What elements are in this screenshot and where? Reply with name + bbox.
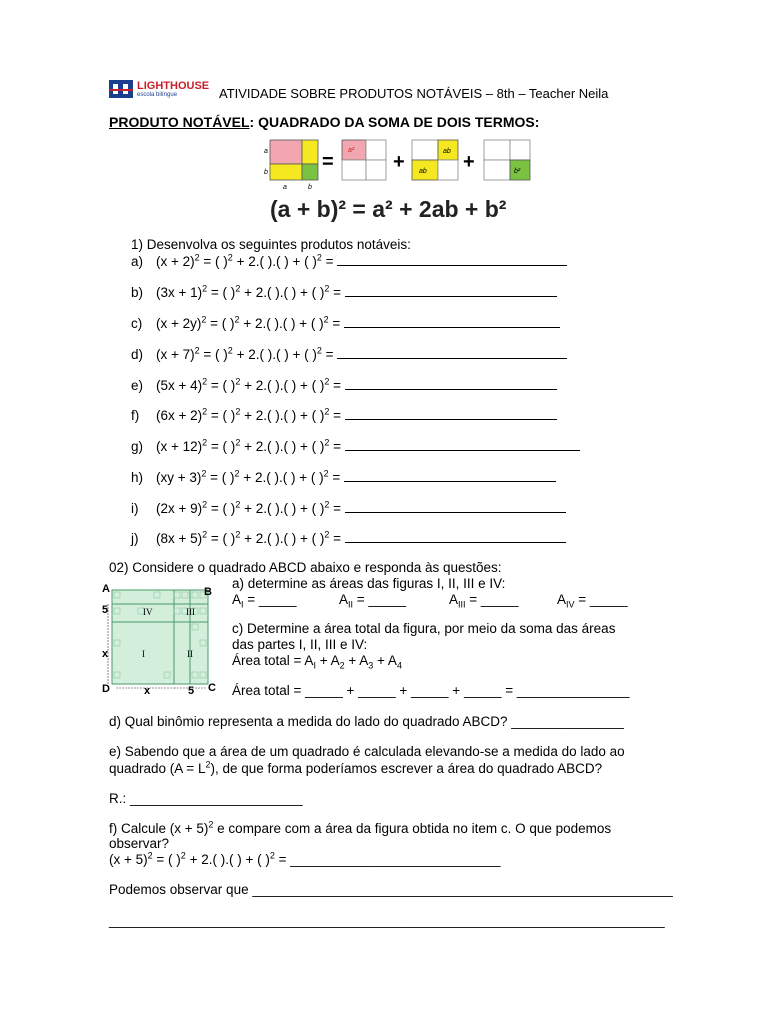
answer-line[interactable] — [345, 377, 557, 390]
exercise-item[interactable] — [131, 284, 557, 300]
equals: = — [329, 285, 345, 300]
exponent: 2 — [324, 283, 330, 294]
exponent: 2 — [194, 345, 200, 356]
blank-middle-term: + 2.( ).( ) + ( ) — [240, 285, 325, 300]
exponent: 2 — [201, 468, 207, 479]
school-logo — [109, 78, 210, 100]
blank-square: = ( ) — [207, 378, 236, 393]
big-square — [264, 140, 318, 191]
label-a-bottom: a — [283, 184, 287, 191]
exercise-item[interactable] — [131, 438, 580, 454]
question-2f-expression[interactable]: $(x + 5)^2$ = ( )$^2$ + 2.( ).( ) + ( )$^2$ = ____________________________ — [109, 850, 501, 867]
blank-square: = ( ) — [199, 254, 228, 269]
question-2-intro: 02) Considere o quadrado ABCD abaixo e responda às questões: — [109, 560, 502, 575]
exponent: 2 — [234, 468, 240, 479]
equals: = — [329, 531, 345, 546]
answer-line[interactable] — [344, 469, 556, 482]
blank-square: = ( ) — [207, 501, 236, 516]
exponent: 2 — [202, 499, 208, 510]
blank-middle-term: + 2.( ).( ) + ( ) — [239, 316, 324, 331]
exponent: 2 — [201, 314, 207, 325]
total-area-answer[interactable]: Área total = _____ + _____ + _____ + _____ = _______________ — [232, 683, 630, 698]
region-ii: II — [187, 649, 193, 659]
exercise-label: f) — [131, 408, 140, 423]
equals: = — [328, 470, 344, 485]
answer-r[interactable]: R.: _______________________ — [109, 791, 303, 806]
area-answer-i[interactable]: $A_I$ = _____ — [232, 592, 297, 610]
exponent: 2 — [202, 437, 208, 448]
logo-text: LIGHTHOUSE — [137, 80, 210, 92]
label-ab-top: ab — [443, 148, 451, 155]
exercise-label: h) — [131, 470, 144, 485]
observation-line[interactable]: Podemos observar que ________________________________________________________ — [109, 882, 673, 897]
exercise-label: e) — [131, 378, 144, 393]
equals-sign: = — [322, 151, 334, 173]
exercise-label: d) — [131, 347, 144, 362]
exercise-expression: (6x + 2) — [156, 408, 203, 423]
dim-x-left: x — [102, 648, 109, 660]
label-a-left: a — [264, 148, 268, 155]
exercise-expression: (8x + 5) — [156, 531, 203, 546]
answer-line[interactable] — [345, 407, 557, 420]
exercise-expression: (xy + 3) — [156, 470, 202, 485]
identity-formula: (a + b)² = a² + 2ab + b² — [270, 196, 507, 222]
exponent: 2 — [323, 314, 329, 325]
vertex-a: A — [102, 583, 110, 595]
exercise-expression: (2x + 9) — [156, 501, 203, 516]
exponent: 2 — [202, 406, 208, 417]
heading-underlined: PRODUTO NOTÁVEL — [109, 114, 250, 130]
blank-middle-term: + 2.( ).( ) + ( ) — [240, 408, 325, 423]
answer-line[interactable] — [345, 438, 580, 451]
observation-continuation[interactable]: __________________________________________________________________________ — [109, 913, 665, 928]
exponent: 2 — [324, 376, 330, 387]
exercise-label: g) — [131, 439, 144, 454]
blank-square: = ( ) — [207, 531, 236, 546]
exponent: 2 — [194, 252, 200, 263]
blank-square: = ( ) — [199, 347, 228, 362]
plus-sign-2: + — [463, 151, 475, 173]
exponent: 2 — [324, 499, 330, 510]
exponent: 2 — [324, 529, 330, 540]
exercise-item[interactable] — [131, 377, 557, 393]
question-2e-line1: e) Sabendo que a área de um quadrado é calculada elevando-se a medida do lado ao — [109, 744, 625, 759]
equals: = — [321, 254, 338, 269]
vertex-b: B — [204, 586, 212, 598]
blank-middle-term: + 2.( ).( ) + ( ) — [240, 378, 325, 393]
blank-square: = ( ) — [206, 470, 235, 485]
label-b-left: b — [264, 169, 268, 176]
exercise-item[interactable] — [131, 530, 566, 546]
exponent: 2 — [324, 406, 330, 417]
blank-middle-term: + 2.( ).( ) + ( ) — [240, 531, 325, 546]
exponent: 2 — [202, 529, 208, 540]
equals: = — [329, 439, 345, 454]
exercise-item[interactable] — [131, 500, 566, 516]
blank-square: = ( ) — [207, 408, 236, 423]
question-2f-line2: observar? — [109, 836, 170, 851]
label-b2: b² — [514, 168, 521, 175]
exercise-expression: (x + 2) — [156, 254, 195, 269]
square-sum-diagram — [260, 136, 540, 192]
question-2a-text: a) determine as áreas das figuras I, II, III e IV: — [232, 576, 506, 591]
exercise-label: j) — [131, 531, 139, 546]
question-2f-line1: f) Calcule $(x + 5)^2$ e compare com a área da figura obtida no item c. O que podemos — [109, 819, 612, 836]
question-2c-line1: c) Determine a área total da figura, por meio da soma das áreas — [232, 621, 616, 636]
two-ab-square — [412, 140, 458, 180]
plus-sign-1: + — [393, 151, 405, 173]
question-2d[interactable]: d) Qual binômio representa a medida do lado do quadrado ABCD? _______________ — [109, 714, 624, 729]
equals: = — [329, 408, 345, 423]
label-b-bottom: b — [308, 184, 312, 191]
region-iv: IV — [143, 607, 153, 617]
area-answer-iii[interactable]: $A_{III}$ = _____ — [449, 592, 519, 610]
exercise-item[interactable] — [131, 315, 560, 331]
question-2e-line2: quadrado $(A = L^2)$, de que forma poderíamos escrever a área do quadrado ABCD? — [109, 759, 603, 776]
exponent: 2 — [235, 499, 241, 510]
exercise-label: b) — [131, 285, 144, 300]
answer-line[interactable] — [344, 315, 560, 328]
exponent: 2 — [324, 437, 330, 448]
total-area-formula: Área total = $A_I + A_2 + A_3 + A_4$ — [232, 653, 402, 671]
page-header-title: ATIVIDADE SOBRE PRODUTOS NOTÁVEIS – 8th – Teacher Neila — [219, 86, 609, 101]
exponent: 2 — [235, 406, 241, 417]
blank-square: = ( ) — [207, 439, 236, 454]
exercise-expression: (x + 7) — [156, 347, 195, 362]
vertex-c: C — [208, 682, 216, 694]
exponent: 2 — [202, 283, 208, 294]
exponent: 2 — [316, 252, 322, 263]
heading-rest: : QUADRADO DA SOMA DE DOIS TERMOS: — [249, 114, 540, 130]
answer-line[interactable] — [345, 530, 566, 543]
exercise-item[interactable] — [131, 407, 557, 423]
b-squared-square — [484, 140, 530, 180]
answer-line[interactable] — [337, 253, 567, 266]
dim-five-left: 5 — [102, 604, 109, 616]
equals: = — [329, 501, 345, 516]
exponent: 2 — [227, 345, 233, 356]
equals: = — [328, 316, 344, 331]
exponent: 2 — [235, 283, 241, 294]
exponent: 2 — [235, 376, 241, 387]
a-squared-square — [342, 140, 386, 180]
exercise-label: c) — [131, 316, 143, 331]
section-heading — [109, 114, 539, 130]
exercise-item[interactable] — [131, 253, 567, 269]
blank-square: = ( ) — [206, 316, 235, 331]
square-abcd-figure — [98, 580, 226, 696]
equals: = — [321, 347, 338, 362]
vertex-d: D — [102, 683, 110, 695]
label-ab-bottom: ab — [419, 168, 427, 175]
blank-middle-term: + 2.( ).( ) + ( ) — [232, 254, 317, 269]
dim-x-bottom: x — [144, 685, 151, 696]
logo-subtext: escola bilíngue — [137, 92, 178, 98]
exponent: 2 — [227, 252, 233, 263]
exponent: 2 — [235, 437, 241, 448]
exercise-expression: (x + 12) — [156, 439, 203, 454]
exponent: 2 — [235, 529, 241, 540]
exponent: 2 — [323, 468, 329, 479]
blank-middle-term: + 2.( ).( ) + ( ) — [240, 501, 325, 516]
answer-line[interactable] — [345, 284, 557, 297]
exercise-expression: (x + 2y) — [156, 316, 202, 331]
blank-middle-term: + 2.( ).( ) + ( ) — [232, 347, 317, 362]
exponent: 2 — [316, 345, 322, 356]
exponent: 2 — [202, 376, 208, 387]
blank-middle-term: + 2.( ).( ) + ( ) — [239, 470, 324, 485]
exercise-item[interactable] — [131, 469, 556, 485]
answer-line[interactable] — [345, 500, 566, 513]
exponent: 2 — [234, 314, 240, 325]
dim-five-bottom: 5 — [188, 685, 195, 696]
question-1-intro: 1) Desenvolva os seguintes produtos notáveis: — [131, 237, 411, 252]
exercise-label: a) — [131, 254, 144, 269]
equals: = — [329, 378, 345, 393]
blank-middle-term: + 2.( ).( ) + ( ) — [240, 439, 325, 454]
region-i: I — [142, 649, 145, 659]
region-iii: III — [186, 607, 195, 617]
question-2c-line2: das partes I, II, III e IV: — [232, 637, 368, 652]
answer-line[interactable] — [337, 346, 567, 359]
exercise-label: i) — [131, 501, 139, 516]
exercise-item[interactable] — [131, 346, 567, 362]
area-answer-iv[interactable]: $A_{IV}$ = _____ — [557, 592, 628, 610]
exercise-expression: (3x + 1) — [156, 285, 203, 300]
area-answer-ii[interactable]: $A_{II}$ = _____ — [339, 592, 406, 610]
exercise-expression: (5x + 4) — [156, 378, 203, 393]
label-a2: a² — [348, 147, 355, 154]
blank-square: = ( ) — [207, 285, 236, 300]
